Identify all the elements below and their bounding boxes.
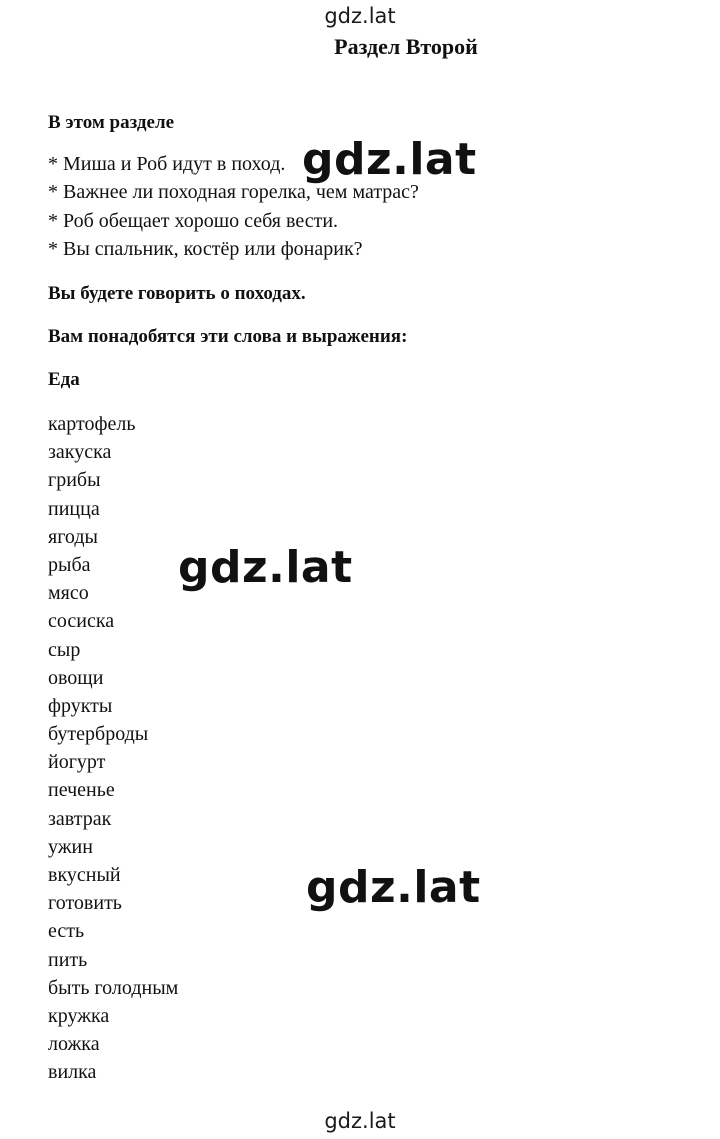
list-item: рыба — [48, 553, 91, 576]
list-item: закуска — [48, 441, 112, 464]
vocab-intro: Вам понадобятся эти слова и выражения: — [48, 326, 408, 347]
list-item: завтрак — [48, 807, 112, 830]
list-item: бутерброды — [48, 723, 149, 746]
bullet-2: * Важнее ли походная горелка, чем матрас? — [48, 181, 419, 203]
category-heading: Еда — [48, 369, 80, 390]
page-title: Раздел Второй — [334, 34, 478, 59]
list-item: мясо — [48, 582, 89, 605]
list-item: йогурт — [48, 751, 106, 774]
topic-line: Вы будете говорить о походах. — [48, 283, 306, 304]
list-item: пицца — [48, 497, 100, 520]
list-item: ягоды — [48, 525, 98, 548]
list-item: быть голодным — [48, 976, 179, 999]
list-item: готовить — [48, 892, 122, 915]
list-item: вилка — [48, 1061, 97, 1084]
list-item: фрукты — [48, 694, 113, 717]
list-item: овощи — [48, 666, 104, 689]
bullet-4: * Вы спальник, костёр или фонарик? — [48, 238, 363, 260]
list-item: пить — [48, 948, 88, 971]
list-item: ужин — [48, 835, 93, 858]
list-item: ложка — [48, 1033, 100, 1056]
watermark-large-3: gdz.lat — [306, 862, 481, 913]
list-item: есть — [48, 920, 85, 943]
watermark-large-1: gdz.lat — [302, 134, 477, 185]
watermark-top: gdz.lat — [324, 4, 396, 28]
list-item: сосиска — [48, 610, 115, 633]
list-item: печенье — [48, 779, 115, 802]
list-item: кружка — [48, 1004, 110, 1027]
bullet-3: * Роб обещает хорошо себя вести. — [48, 210, 339, 232]
list-item: вкусный — [48, 864, 121, 886]
watermark-bottom: gdz.lat — [324, 1109, 396, 1133]
watermark-large-2: gdz.lat — [178, 542, 353, 593]
list-item: сыр — [48, 638, 81, 661]
list-item: картофель — [48, 413, 136, 435]
bullet-1: * Миша и Роб идут в поход. — [48, 153, 286, 175]
list-item: грибы — [48, 469, 101, 492]
section-heading: В этом разделе — [48, 112, 175, 133]
word-list — [48, 410, 178, 1087]
